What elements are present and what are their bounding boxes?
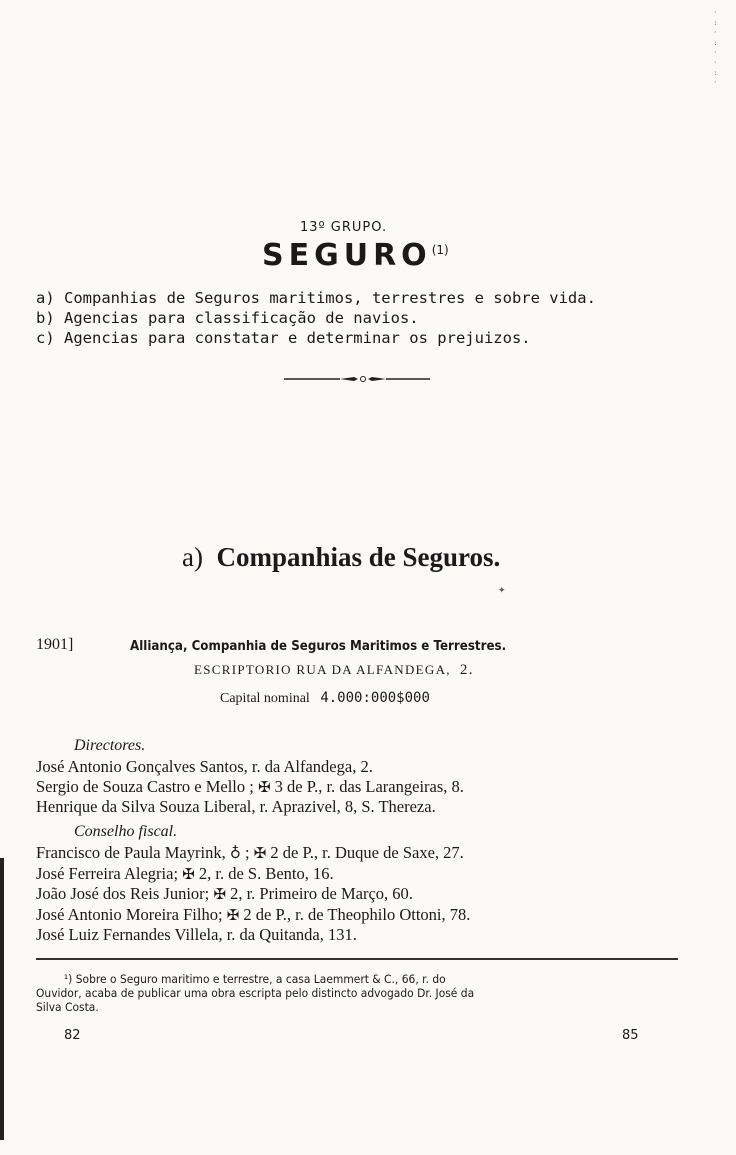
group-label: 13º GRUPO. <box>300 220 388 235</box>
order-cross-icon: ✠ <box>213 885 226 903</box>
capital-line <box>220 690 430 707</box>
ornament-divider <box>284 375 430 383</box>
director-row: Sergio de Souza Castro e Mello ; ✠ 3 de P., r. das Larangeiras, 8. <box>36 776 464 796</box>
fiscal-list <box>36 843 470 945</box>
footnote-rule <box>36 958 678 960</box>
margin-specks: · : · : · · : · <box>714 8 717 87</box>
fiscal-row: José Ferreira Alegria; ✠ 2, r. de S. Bento, 16. <box>36 863 334 883</box>
director-row: José Antonio Gonçalves Santos, r. da Alfandega, 2. <box>36 757 373 776</box>
order-cross-icon: ✠ <box>226 905 240 924</box>
order-cross-icon: ✠ <box>257 777 271 796</box>
medal-icon: ♁ <box>229 844 241 862</box>
fiscal-heading: Conselho fiscal. <box>74 823 178 840</box>
director-row: Henrique da Silva Souza Liberal, r. Aprazivel, 8, S. Thereza. <box>36 797 436 816</box>
page-title-text: SEGURO <box>262 238 432 273</box>
category-item-b: b) Agencias para classificação de navios. <box>36 309 419 327</box>
fiscal-row: José Antonio Moreira Filho; ✠ 2 de P., r. de Theophilo Ottoni, 78. <box>36 904 471 924</box>
page-number-right: 85 <box>622 1028 639 1043</box>
page-title <box>262 238 449 273</box>
footnote-line: Ouvidor, acaba de publicar uma obra escripta pelo distincto advogado Dr. José da <box>36 986 475 1000</box>
capital-label: Capital nominal <box>220 691 310 706</box>
binding-edge <box>0 858 4 1140</box>
page-number-left: 82 <box>64 1028 81 1043</box>
order-cross-icon: ✠ <box>253 844 267 862</box>
office-address: ESCRIPTORIO RUA DA ALFANDEGA, 2. <box>194 662 474 678</box>
speck-mark: ✦ <box>498 586 506 596</box>
company-name: Alliança, Companhia de Seguros Maritimos e Terrestres. <box>130 638 507 654</box>
directors-list <box>36 757 464 817</box>
category-item-c: c) Agencias para constatar e determinar os prejuizos. <box>36 329 531 347</box>
section-title: Companhias de Seguros. <box>216 542 501 572</box>
section-letter: a) <box>182 542 203 572</box>
fiscal-row: João José dos Reis Junior; ✠ 2, r. Primeiro de Março, 60. <box>36 884 413 903</box>
fiscal-row: José Luiz Fernandes Villela, r. da Quitanda, 131. <box>36 925 357 944</box>
title-footnote-marker: (1) <box>431 243 449 257</box>
footnote <box>36 972 474 1014</box>
order-cross-icon: ✠ <box>182 864 195 883</box>
section-heading <box>182 542 500 573</box>
fiscal-row: Francisco de Paula Mayrink, ♁ ; ✠ 2 de P., r. Duque de Saxe, 27. <box>36 843 464 862</box>
category-item-a: a) Companhias de Seguros maritimos, terrestres e sobre vida. <box>36 289 596 307</box>
capital-value: 4.000:000$000 <box>320 690 430 706</box>
category-list <box>36 288 596 348</box>
entry-number: 1901] <box>36 636 74 653</box>
directors-heading: Directores. <box>74 737 146 754</box>
footnote-line: Silva Costa. <box>36 1000 99 1014</box>
footnote-line: ¹) Sobre o Seguro maritimo e terrestre, a casa Laemmert & C., 66, r. do <box>63 972 446 986</box>
footnote-marker: ¹) <box>63 972 73 986</box>
